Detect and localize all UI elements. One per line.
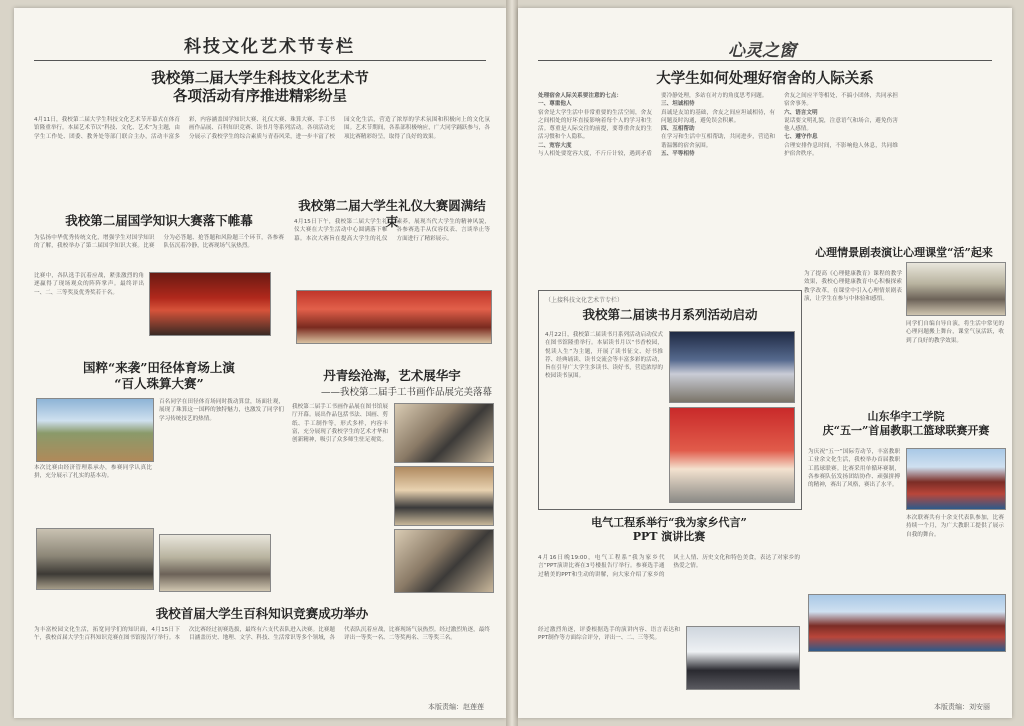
encyclopedia-article-body: 为丰富校园文化生活，拓宽同学们的知识面，4月15日下午，我校首届大学生百科知识竞赛在图书馆报告厅举行。本次比赛经过初赛选拔，最终有六支代表队进入决赛。比赛题目涵盖历史、地理、文学、科技、生活常识等多个领域，各代表队沉着应战，比赛现场气氛热烈。经过激烈角逐，最终评出一等奖一名、二等奖两名、三等奖三名。 <box>34 627 490 642</box>
right-page <box>518 8 1012 718</box>
national-article <box>34 213 284 229</box>
dorm-intro-label: 处理宿舍人际关系要注意的七点： <box>538 93 622 99</box>
body-text-block: 4月11日，我校第二届大学生科技文化艺术节开幕式在体育馆隆重举行。本届艺术节以“科技、文化、艺术”为主题，由学生工作处、团委、教务处等部门联合主办，活动丰富多彩，内容涵盖国学知识大赛、礼仪大赛、珠算大赛、手工书画作品展、百科知识竞赛、读书月等系列活动。各项活动充分展示了我校学生的综合素质与青春风采，进一步丰富了校园文化生活，营造了浓厚的学术氛围和积极向上的文化氛围。艺术节期间，各系部积极响应，广大同学踊跃参与，各项比赛精彩纷呈，取得了良好的效果。 <box>34 117 490 140</box>
encyclopedia-article-title: 我校首届大学生百科知识竞赛成功举办 <box>155 606 369 621</box>
speech-ppt-photo <box>686 626 800 690</box>
national-article-title: 我校第二届国学知识大赛落下帷幕 <box>65 213 253 228</box>
handcraft-article <box>292 368 492 398</box>
basketball-article-body-2: 本次联赛共有十余支代表队参加，比赛持续一个月，为广大教职工提供了展示自我的舞台。 <box>906 515 1004 538</box>
header-rule <box>34 60 486 61</box>
right-section-header <box>518 26 1012 60</box>
handcraft-article-subtitle: ——我校第二届手工书画作品展完美落幕 <box>320 386 492 398</box>
basketball-article-body: 为庆祝“五一”国际劳动节，丰富教职工业余文化生活，我校举办首届教职工篮球联赛。比赛采用单循环赛制，各参赛队伍发扬团结协作、顽强拼搏的精神，赛出了风格，赛出了水平。 <box>808 449 900 489</box>
abacus-classroom-photo <box>159 534 271 592</box>
basketball-game-photo <box>808 594 1006 652</box>
pearl-article-body-2: 本次比赛由经济管理系承办，参赛同学认真比拼，充分展示了扎实的基本功。 <box>34 465 152 480</box>
pearl-article-title-2: “百人珠算大赛” <box>114 375 204 391</box>
basketball-headline-line1: 山东华宇工学院 <box>867 410 945 423</box>
national-contest-photo <box>149 272 271 336</box>
psych-headline <box>804 246 1004 260</box>
speech-headline-line1: 电气工程系举行“我为家乡代言” <box>591 516 747 529</box>
reading-month-box <box>538 290 802 510</box>
right-footer: 本版责编：刘安丽 <box>934 703 990 711</box>
handcraft-article-title: 丹青绘沧海，艺术展华宇 <box>323 368 461 383</box>
encyclopedia-article <box>34 606 490 622</box>
abacus-crowd-photo <box>36 528 154 590</box>
left-section-header <box>14 26 506 60</box>
speech-article-body-2: 经过激烈角逐，评委根据选手的演讲内容、语言表达和PPT制作等方面综合评分，评出一、二、三等奖。 <box>538 627 680 642</box>
pearl-article-title: 国粹“来袭”田径体育场上演 <box>83 360 235 375</box>
national-article-body-2: 比赛中，各队选手沉着应战，紧张激烈的角逐赢得了现场观众的阵阵掌声。最终评出一、二、三等奖及优秀奖若干名。 <box>34 273 144 296</box>
dorm-point-3: 三、坦诚相待 <box>661 101 695 108</box>
page-gutter <box>506 0 518 726</box>
section-title: 心灵之窗 <box>728 41 796 61</box>
psych-article-body: 为了提高《心理健康教育》课程的教学效果，我校心理健康教育中心积极探索教学改革，在课堂中引入心理情景剧表演，让学生在参与中体验和感悟。 <box>804 271 902 302</box>
reading-article-body: 4月22日，我校第二届读书月系列活动启动仪式在图书馆隆重举行。本届读书月以“书香校园，悦读人生”为主题，开展了读书征文、好书推荐、经典诵读、读书交流会等丰富多彩的活动，旨在引导广大学生多读书、读好书，营造浓厚的校园读书氛围。 <box>545 332 663 380</box>
abacus-field-photo <box>36 398 154 462</box>
left-page <box>14 8 506 718</box>
pearl-article <box>34 360 284 391</box>
reading-headline: 我校第二届读书月系列活动启动 <box>582 307 758 322</box>
main-headline-line2: 各项活动有序推进精彩纷呈 <box>173 88 347 106</box>
basketball-team-photo <box>906 448 1006 510</box>
basketball-headline-line2: 庆“五一”首届教职工篮球联赛开赛 <box>822 423 990 437</box>
left-footer: 本版责编：赵莲莲 <box>428 703 484 711</box>
dorm-point-6: 六、语言文明 <box>784 109 818 116</box>
pearl-article-body: 百名同学在田径体育场同时拨动算盘，场面壮观，展现了珠算这一国粹的独特魅力，也激发了同学们学习传统技艺的热情。 <box>159 399 284 422</box>
psych-headline-text: 心理情景剧表演让心理课堂“活”起来 <box>815 246 993 259</box>
handcraft-article-body: 我校第二届手工书画作品展在图书馆展厅开幕。展出作品包括书法、国画、剪纸、手工制作等，形式多样，内容丰富，充分展现了我校学生的艺术才华和创新精神，吸引了众多师生驻足观赏。 <box>292 404 388 444</box>
section-title: 科技文化艺术节专栏 <box>184 37 355 57</box>
psych-article-body-2: 同学们自编自导自演，将生活中常见的心理问题搬上舞台，课堂气氛活跃，收到了良好的教学效果。 <box>906 321 1004 344</box>
header-rule <box>538 60 992 61</box>
dorm-article-body: 处理宿舍人际关系要注意的七点： 一、尊重他人 宿舍是大学生活中非常重要的生活空间，舍友之间相处的好坏直接影响着每个人的学习和生活。尊重是人际交往的前提，要尊重舍友的生活习惯和个人隐私。 二、宽容大度 与人相处要宽容大度，不斤斤计较，遇到矛盾要冷静处理，多站在对方的角度思考问题。 三、坦诚相待 真诚是友谊的基础，舍友之间应坦诚相待，有问题及时沟通，避免误会积累。 四、互相帮助 在学习和生活中互相帮助，共同进步，营造和谐温馨的宿舍氛围。 五、平等相待 舍友之间应平等相处，不搞小团体，共同承担宿舍事务。 六、语言文明 说话要文明礼貌，注意语气和场合，避免伤害他人感情。 七、遵守作息 合理安排作息时间，不影响他人休息，共同维护宿舍秩序。 <box>538 93 898 158</box>
exhibit-photo-3 <box>394 529 494 593</box>
etiquette-article-title: 我校第二届大学生礼仪大赛圆满结束 <box>298 198 486 229</box>
dorm-point-2: 二、宽容大度 <box>538 142 572 149</box>
dorm-headline <box>518 70 1012 88</box>
etiquette-contest-photo <box>296 290 492 344</box>
exhibit-photo-2 <box>394 466 494 526</box>
reading-launch-photo <box>669 331 795 403</box>
speech-headline-line2: PPT 演讲比赛 <box>632 529 706 543</box>
dorm-headline-text: 大学生如何处理好宿舍的人际关系 <box>656 70 874 87</box>
speech-article-body: 4月16日晚19:00，电气工程系“我为家乡代言”PPT演讲比赛在3号楼报告厅举行。参赛选手通过精美的PPT和生动的讲解，向大家介绍了家乡的风土人情、历史文化和特色美食，表达了对家乡的热爱之情。 <box>538 555 800 578</box>
basketball-headline <box>808 410 1004 438</box>
dorm-point-1: 一、尊重他人 <box>538 101 572 108</box>
main-headline <box>14 70 506 106</box>
dorm-point-4: 四、互相帮助 <box>661 126 695 133</box>
etiquette-article-body: 4月15日下午，我校第二届大学生礼仪大赛在大学生活动中心圆满落下帷幕。本次大赛旨在提高大学生的礼仪素养，展现当代大学生的精神风貌，各参赛选手从仪容仪表、言谈举止等方面进行了精彩展示。 <box>294 219 490 242</box>
speech-headline <box>538 516 800 544</box>
main-headline-line1: 我校第二届大学生科技文化艺术节 <box>151 70 369 87</box>
reading-banner-photo <box>669 407 795 503</box>
national-article-body: 为弘扬中华优秀传统文化，增强学生对国学知识的了解，我校举办了第二届国学知识大赛。比赛分为必答题、抢答题和风险题三个环节，各参赛队伍沉着冷静，比赛现场气氛热烈。 <box>34 235 284 250</box>
main-article-body <box>34 116 490 200</box>
dorm-point-7: 七、遵守作息 <box>784 134 818 141</box>
continued-label: （上接科技文化艺术节专栏） <box>545 297 624 304</box>
dorm-point-5: 五、平等相待 <box>661 151 695 158</box>
exhibit-photo-1 <box>394 403 494 463</box>
psych-class-photo <box>906 262 1006 316</box>
